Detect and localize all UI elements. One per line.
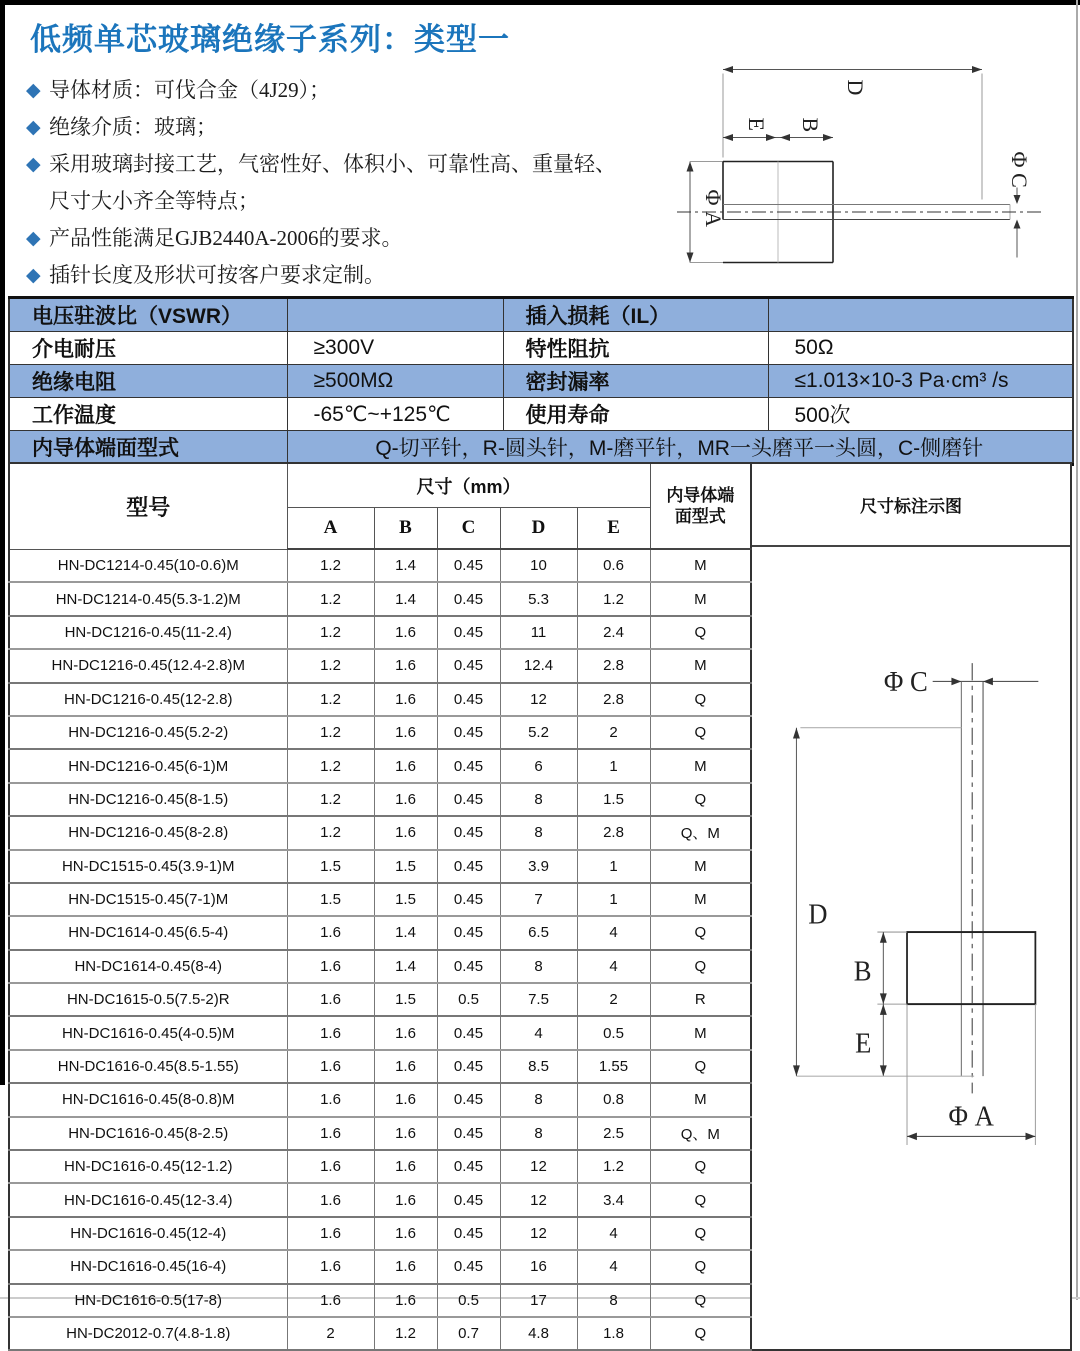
outline-drawing-svg <box>665 46 1070 284</box>
table-row <box>9 883 751 916</box>
dim-label-e: E <box>744 117 769 131</box>
cell-a: 1.6 <box>287 1183 374 1216</box>
cell-c: 0.45 <box>437 883 500 916</box>
cell-e: 2.5 <box>577 1117 650 1150</box>
feature-item <box>26 109 618 146</box>
cell-c: 0.5 <box>437 983 500 1016</box>
cell-face: M <box>650 582 751 615</box>
table-row <box>9 1117 751 1150</box>
cell-e: 1 <box>577 850 650 883</box>
table-row <box>9 716 751 749</box>
spec-label: 工作温度 <box>9 398 287 431</box>
cell-e: 1.5 <box>577 783 650 816</box>
cell-e: 0.6 <box>577 549 650 582</box>
cell-a: 1.6 <box>287 1250 374 1283</box>
table-row <box>9 549 751 582</box>
feature-item <box>26 146 618 220</box>
feature-list <box>26 72 618 294</box>
cell-model: HN-DC1216-0.45(12.4-2.8)M <box>9 649 287 682</box>
cell-d: 12 <box>500 1150 577 1183</box>
spec-label: 密封漏率 <box>503 365 768 398</box>
cell-face: Q <box>650 783 751 816</box>
cell-e: 4 <box>577 916 650 949</box>
cell-face: Q <box>650 716 751 749</box>
table-row <box>9 983 751 1016</box>
spec-row <box>9 332 1073 365</box>
cell-c: 0.45 <box>437 816 500 849</box>
cell-c: 0.45 <box>437 950 500 983</box>
cell-b: 1.6 <box>374 1217 437 1250</box>
feature-text: 产品性能满足GJB2440A-2006的要求。 <box>49 226 403 250</box>
cell-e: 2.8 <box>577 816 650 849</box>
dimension-section <box>8 462 1072 1351</box>
table-row <box>9 616 751 649</box>
cell-a: 1.6 <box>287 1150 374 1183</box>
feature-text: 导体材质：可伐合金（4J29）； <box>49 78 331 102</box>
table-row <box>9 1083 751 1116</box>
cell-face: Q <box>650 683 751 716</box>
column-header-e: E <box>577 508 650 550</box>
cell-a: 1.6 <box>287 983 374 1016</box>
cell-a: 1.6 <box>287 1284 374 1317</box>
table-row <box>9 950 751 983</box>
cell-model: HN-DC1616-0.45(12-1.2) <box>9 1150 287 1183</box>
cell-model: HN-DC1616-0.45(8-0.8)M <box>9 1083 287 1116</box>
cell-a: 1.2 <box>287 716 374 749</box>
cell-face: Q <box>650 1183 751 1216</box>
cell-c: 0.45 <box>437 850 500 883</box>
cell-b: 1.6 <box>374 816 437 849</box>
cell-d: 10 <box>500 549 577 582</box>
cell-d: 5.3 <box>500 582 577 615</box>
spec-row <box>9 298 1073 332</box>
spec-label: 电压驻波比（VSWR） <box>9 298 287 332</box>
cell-b: 1.5 <box>374 883 437 916</box>
column-header-d: D <box>500 508 577 550</box>
table-row <box>9 1183 751 1216</box>
cell-model: HN-DC1216-0.45(8-2.8) <box>9 816 287 849</box>
column-header-model: 型号 <box>9 463 287 549</box>
cell-model: HN-DC1216-0.45(8-1.5) <box>9 783 287 816</box>
table-row <box>9 1317 751 1350</box>
cell-b: 1.5 <box>374 983 437 1016</box>
cell-b: 1.6 <box>374 1016 437 1049</box>
cell-b: 1.6 <box>374 1183 437 1216</box>
cell-model: HN-DC1614-0.45(8-4) <box>9 950 287 983</box>
cell-e: 3.4 <box>577 1183 650 1216</box>
diagram-svg <box>752 547 1070 1349</box>
cell-a: 2 <box>287 1317 374 1350</box>
cell-model: HN-DC1616-0.5(17-8) <box>9 1284 287 1317</box>
dim-label-d: D <box>843 79 868 96</box>
cell-e: 2.8 <box>577 649 650 682</box>
cell-e: 8 <box>577 1284 650 1317</box>
cell-face: Q、M <box>650 1117 751 1150</box>
cell-model: HN-DC1616-0.45(12-4) <box>9 1217 287 1250</box>
dim-label-e: E <box>855 1027 872 1060</box>
column-header-c: C <box>437 508 500 550</box>
cell-model: HN-DC1616-0.45(16-4) <box>9 1250 287 1283</box>
spec-value: -65℃~+125℃ <box>287 398 503 431</box>
cell-c: 0.45 <box>437 783 500 816</box>
cell-face: Q、M <box>650 816 751 849</box>
cell-a: 1.6 <box>287 1016 374 1049</box>
cell-b: 1.6 <box>374 783 437 816</box>
spec-row <box>9 365 1073 398</box>
column-header-face-type: 内导体端面型式 <box>650 463 751 549</box>
spec-table <box>8 296 1074 466</box>
column-header-diagram: 尺寸标注示图 <box>752 464 1070 547</box>
cell-e: 1 <box>577 749 650 782</box>
table-row <box>9 683 751 716</box>
feature-item <box>26 72 618 109</box>
cell-d: 3.9 <box>500 850 577 883</box>
diagram-panel <box>752 462 1072 1351</box>
cell-d: 12.4 <box>500 649 577 682</box>
cell-face: M <box>650 1083 751 1116</box>
cell-face: M <box>650 883 751 916</box>
cell-d: 8.5 <box>500 1050 577 1083</box>
cell-e: 4 <box>577 1217 650 1250</box>
cell-c: 0.45 <box>437 582 500 615</box>
cell-c: 0.45 <box>437 1083 500 1116</box>
cell-d: 5.2 <box>500 716 577 749</box>
cell-face: Q <box>650 1050 751 1083</box>
feature-text: 插针长度及形状可按客户要求定制。 <box>49 263 385 287</box>
table-row <box>9 582 751 615</box>
cell-face: Q <box>650 1217 751 1250</box>
cell-b: 1.6 <box>374 749 437 782</box>
table-row <box>9 783 751 816</box>
cell-e: 2 <box>577 983 650 1016</box>
cell-d: 17 <box>500 1284 577 1317</box>
cell-c: 0.45 <box>437 749 500 782</box>
diamond-bullet-icon: ◆ <box>26 79 41 101</box>
cell-a: 1.2 <box>287 582 374 615</box>
dim-label-d: D <box>808 898 828 931</box>
spec-label: 内导体端面型式 <box>9 431 287 465</box>
dim-label-phi-c: Φ C <box>1007 151 1032 188</box>
spec-label: 插入损耗（IL） <box>503 298 768 332</box>
cell-face: R <box>650 983 751 1016</box>
dim-label-phi-c: Φ C <box>883 666 928 699</box>
cell-a: 1.2 <box>287 616 374 649</box>
cell-face: M <box>650 850 751 883</box>
table-row <box>9 816 751 849</box>
cell-c: 0.5 <box>437 1284 500 1317</box>
cell-model: HN-DC1216-0.45(12-2.8) <box>9 683 287 716</box>
cell-d: 8 <box>500 783 577 816</box>
cell-c: 0.45 <box>437 683 500 716</box>
spec-label: 介电耐压 <box>9 332 287 365</box>
dimension-table <box>8 462 752 1351</box>
cell-b: 1.4 <box>374 950 437 983</box>
cell-face: Q <box>650 1317 751 1350</box>
cell-c: 0.45 <box>437 1016 500 1049</box>
diamond-bullet-icon: ◆ <box>26 116 41 138</box>
dim-label-phi-a: Φ A <box>948 1100 994 1133</box>
spec-value <box>287 298 503 332</box>
cell-d: 12 <box>500 683 577 716</box>
scan-border-right <box>1076 0 1078 1300</box>
cell-model: HN-DC1615-0.5(7.5-2)R <box>9 983 287 1016</box>
spec-label: 特性阻抗 <box>503 332 768 365</box>
cell-c: 0.45 <box>437 1050 500 1083</box>
cell-face: M <box>650 1016 751 1049</box>
spec-label: 使用寿命 <box>503 398 768 431</box>
table-row <box>9 749 751 782</box>
spec-label: 绝缘电阻 <box>9 365 287 398</box>
table-row <box>9 1150 751 1183</box>
cell-a: 1.6 <box>287 1117 374 1150</box>
column-header-a: A <box>287 508 374 550</box>
cell-b: 1.5 <box>374 850 437 883</box>
feature-item <box>26 220 618 257</box>
cell-model: HN-DC1616-0.45(8.5-1.55) <box>9 1050 287 1083</box>
cell-b: 1.4 <box>374 916 437 949</box>
cell-model: HN-DC1214-0.45(5.3-1.2)M <box>9 582 287 615</box>
cell-b: 1.6 <box>374 716 437 749</box>
table-row <box>9 850 751 883</box>
cell-c: 0.45 <box>437 1250 500 1283</box>
cell-b: 1.2 <box>374 1317 437 1350</box>
spec-value: ≥500MΩ <box>287 365 503 398</box>
cell-b: 1.4 <box>374 549 437 582</box>
cell-face: Q <box>650 916 751 949</box>
cell-a: 1.6 <box>287 916 374 949</box>
table-row <box>9 1050 751 1083</box>
cell-b: 1.6 <box>374 683 437 716</box>
cell-a: 1.6 <box>287 1083 374 1116</box>
cell-d: 16 <box>500 1250 577 1283</box>
cell-c: 0.45 <box>437 616 500 649</box>
cell-e: 0.8 <box>577 1083 650 1116</box>
cell-e: 1.2 <box>577 1150 650 1183</box>
cell-a: 1.2 <box>287 816 374 849</box>
cell-d: 12 <box>500 1183 577 1216</box>
cell-c: 0.45 <box>437 1183 500 1216</box>
cell-d: 11 <box>500 616 577 649</box>
cell-a: 1.2 <box>287 783 374 816</box>
cell-model: HN-DC1515-0.45(7-1)M <box>9 883 287 916</box>
cell-c: 0.45 <box>437 716 500 749</box>
cell-e: 4 <box>577 950 650 983</box>
page-title: 低频单芯玻璃绝缘子系列：类型一 <box>30 22 510 57</box>
cell-face: Q <box>650 1250 751 1283</box>
cell-c: 0.45 <box>437 1217 500 1250</box>
spec-value: Q-切平针，R-圆头针，M-磨平针，MR一头磨平一头圆，C-侧磨针 <box>287 431 1073 465</box>
cell-model: HN-DC1216-0.45(6-1)M <box>9 749 287 782</box>
cell-c: 0.45 <box>437 1150 500 1183</box>
dim-label-b: B <box>798 117 823 133</box>
outline-drawing-horizontal <box>665 46 1070 284</box>
cell-b: 1.6 <box>374 1284 437 1317</box>
cell-model: HN-DC1616-0.45(4-0.5)M <box>9 1016 287 1049</box>
feature-text: 绝缘介质：玻璃； <box>49 115 217 139</box>
cell-a: 1.2 <box>287 683 374 716</box>
dimension-table-body <box>9 549 751 1350</box>
cell-e: 0.5 <box>577 1016 650 1049</box>
cell-e: 2.8 <box>577 683 650 716</box>
spec-value <box>768 298 1073 332</box>
cell-face: M <box>650 549 751 582</box>
cell-model: HN-DC1614-0.45(6.5-4) <box>9 916 287 949</box>
cell-model: HN-DC1216-0.45(11-2.4) <box>9 616 287 649</box>
cell-e: 1.2 <box>577 582 650 615</box>
cell-b: 1.6 <box>374 649 437 682</box>
spec-value: 500次 <box>768 398 1073 431</box>
cell-b: 1.4 <box>374 582 437 615</box>
diamond-bullet-icon: ◆ <box>26 227 41 249</box>
cell-d: 8 <box>500 1083 577 1116</box>
cell-a: 1.5 <box>287 883 374 916</box>
dim-label-b: B <box>853 955 872 988</box>
spec-row <box>9 398 1073 431</box>
cell-face: Q <box>650 616 751 649</box>
cell-face: Q <box>650 950 751 983</box>
feature-item <box>26 257 618 294</box>
cell-b: 1.6 <box>374 1117 437 1150</box>
column-header-size-group: 尺寸（mm） <box>287 463 650 508</box>
cell-a: 1.6 <box>287 1217 374 1250</box>
cell-a: 1.2 <box>287 649 374 682</box>
cell-a: 1.6 <box>287 950 374 983</box>
cell-a: 1.6 <box>287 1050 374 1083</box>
cell-e: 1.55 <box>577 1050 650 1083</box>
cell-a: 1.2 <box>287 749 374 782</box>
cell-d: 6.5 <box>500 916 577 949</box>
cell-model: HN-DC1216-0.45(5.2-2) <box>9 716 287 749</box>
cell-e: 1 <box>577 883 650 916</box>
cell-c: 0.45 <box>437 549 500 582</box>
cell-face: Q <box>650 1150 751 1183</box>
table-row <box>9 1016 751 1049</box>
cell-d: 4.8 <box>500 1317 577 1350</box>
cell-face: M <box>650 649 751 682</box>
cell-face: Q <box>650 1284 751 1317</box>
cell-d: 7 <box>500 883 577 916</box>
cell-d: 8 <box>500 816 577 849</box>
cell-b: 1.6 <box>374 1150 437 1183</box>
cell-b: 1.6 <box>374 1250 437 1283</box>
outline-drawing-vertical <box>752 547 1070 1349</box>
cell-d: 8 <box>500 1117 577 1150</box>
feature-text: 采用玻璃封接工艺，气密性好、体积小、可靠性高、重量轻、尺寸大小齐全等特点； <box>49 152 616 213</box>
spec-value: 50Ω <box>768 332 1073 365</box>
cell-model: HN-DC1214-0.45(10-0.6)M <box>9 549 287 582</box>
cell-model: HN-DC1515-0.45(3.9-1)M <box>9 850 287 883</box>
cell-e: 1.8 <box>577 1317 650 1350</box>
cell-b: 1.6 <box>374 1050 437 1083</box>
cell-e: 2 <box>577 716 650 749</box>
cell-model: HN-DC2012-0.7(4.8-1.8) <box>9 1317 287 1350</box>
scan-border-top <box>0 0 1080 5</box>
scan-border-left <box>0 0 5 1085</box>
cell-d: 7.5 <box>500 983 577 1016</box>
cell-model: HN-DC1616-0.45(12-3.4) <box>9 1183 287 1216</box>
cell-a: 1.5 <box>287 850 374 883</box>
table-row <box>9 1250 751 1283</box>
cell-c: 0.45 <box>437 649 500 682</box>
cell-c: 0.45 <box>437 1117 500 1150</box>
diamond-bullet-icon: ◆ <box>26 264 41 286</box>
cell-b: 1.6 <box>374 616 437 649</box>
cell-model: HN-DC1616-0.45(8-2.5) <box>9 1117 287 1150</box>
cell-d: 8 <box>500 950 577 983</box>
cell-c: 0.45 <box>437 916 500 949</box>
table-row <box>9 1284 751 1317</box>
dim-label-phi-a: Φ A <box>701 189 726 227</box>
spec-row <box>9 431 1073 465</box>
table-row <box>9 1217 751 1250</box>
cell-face: M <box>650 749 751 782</box>
cell-d: 12 <box>500 1217 577 1250</box>
cell-b: 1.6 <box>374 1083 437 1116</box>
table-row <box>9 649 751 682</box>
diamond-bullet-icon: ◆ <box>26 153 41 175</box>
cell-e: 2.4 <box>577 616 650 649</box>
cell-d: 4 <box>500 1016 577 1049</box>
cell-d: 6 <box>500 749 577 782</box>
column-header-b: B <box>374 508 437 550</box>
table-row <box>9 916 751 949</box>
spec-value: ≤1.013×10-3 Pa·cm³ /s <box>768 365 1073 398</box>
cell-c: 0.7 <box>437 1317 500 1350</box>
spec-value: ≥300V <box>287 332 503 365</box>
cell-a: 1.2 <box>287 549 374 582</box>
cell-e: 4 <box>577 1250 650 1283</box>
